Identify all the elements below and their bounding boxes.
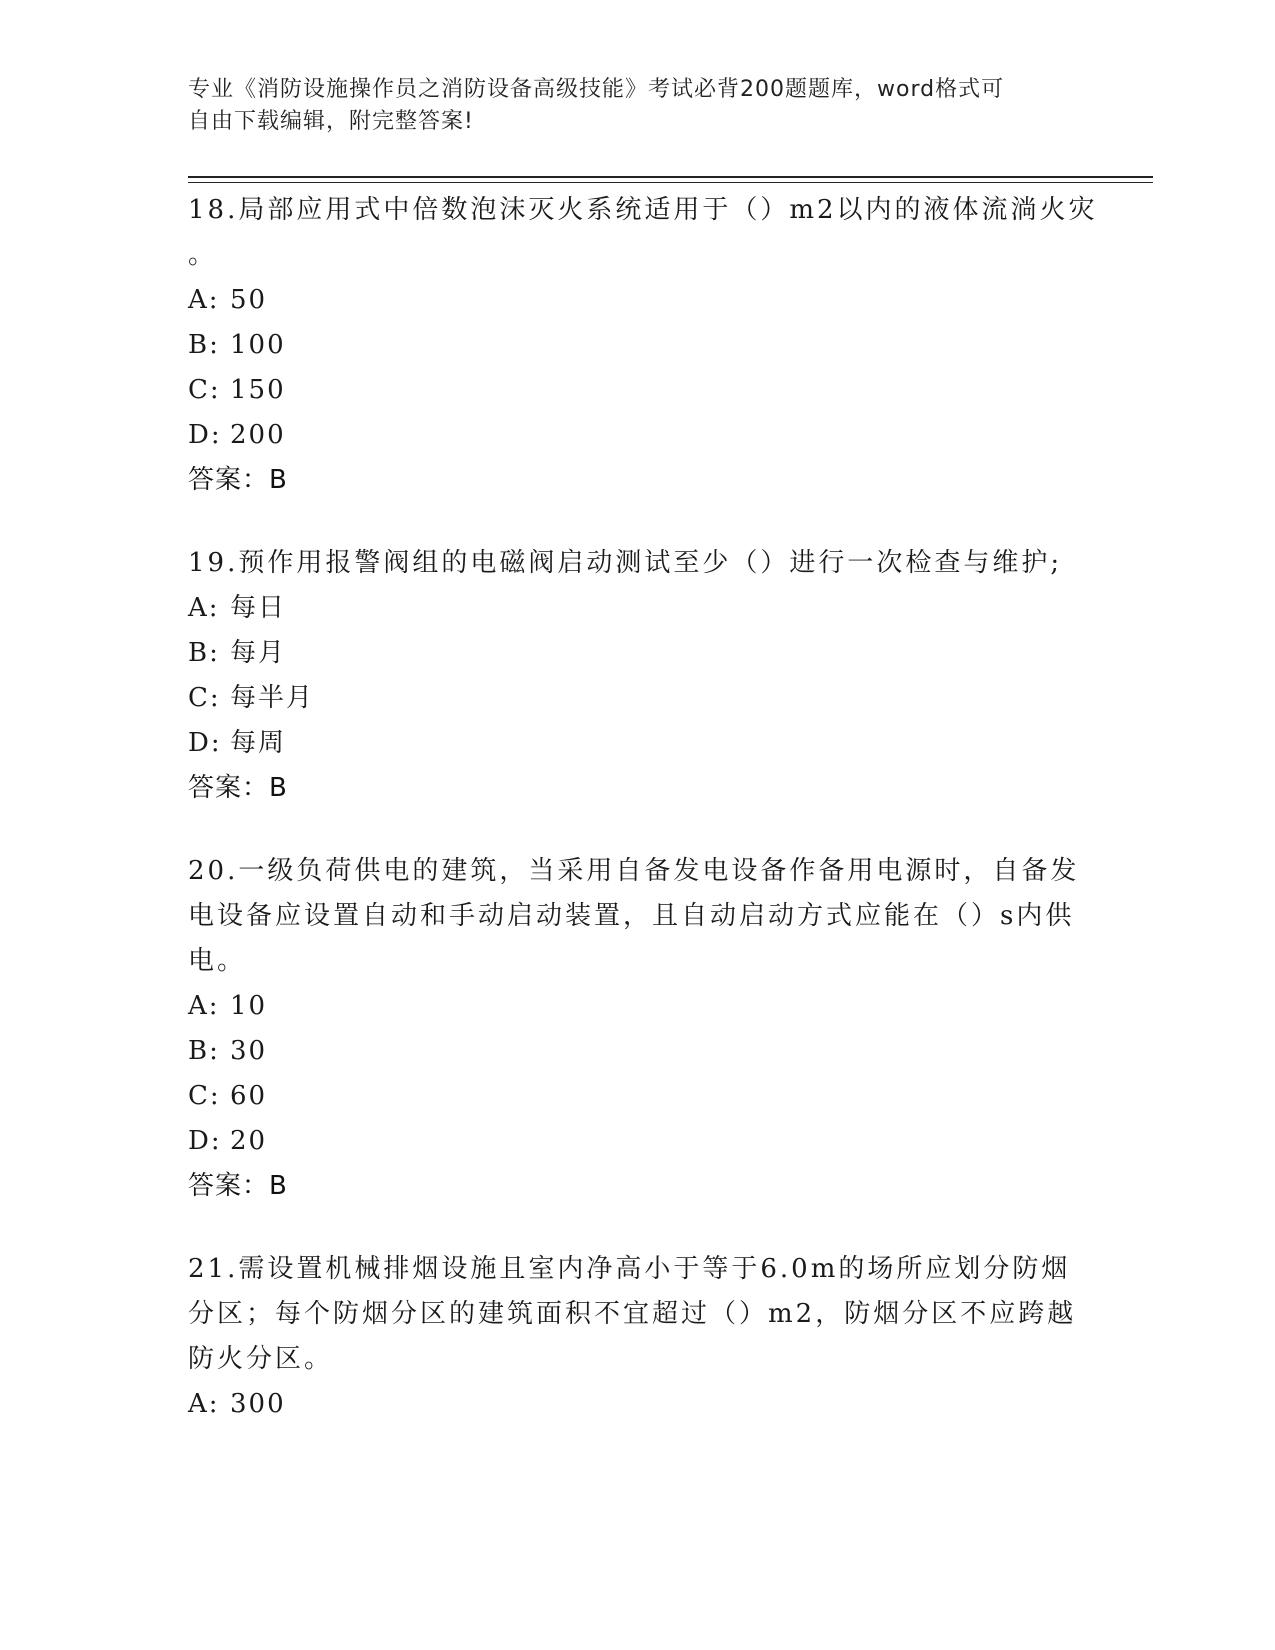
option-a (188, 278, 1088, 323)
stem-line: 18.局部应用式中倍数泡沫灭火系统适用于（）m2以内的液体流淌火灾 (188, 195, 1098, 225)
option-c (188, 368, 1088, 413)
option-letter: B: (188, 638, 220, 668)
option-letter: C: (188, 375, 221, 405)
stem-line: 电。 (188, 946, 247, 976)
stem-line: 19.预作用报警阀组的电磁阀启动测试至少（）进行一次检查与维护; (188, 548, 1063, 578)
option-text: 10 (230, 991, 268, 1021)
option-letter: A: (188, 285, 220, 315)
option-a (188, 586, 1088, 631)
question-stem (188, 188, 1098, 278)
option-letter: D: (188, 1126, 222, 1156)
header-line-1: 专业《消防设施操作员之消防设备高级技能》考试必背200题题库，word格式可 (188, 77, 1005, 102)
option-text: 60 (230, 1081, 268, 1111)
option-text: 150 (230, 375, 286, 405)
question-19 (188, 541, 1088, 811)
question-list (188, 188, 1098, 1465)
option-a (188, 1382, 1088, 1427)
option-b (188, 1029, 1088, 1074)
option-d (188, 721, 1088, 766)
option-letter: A: (188, 1389, 220, 1419)
option-d (188, 413, 1088, 458)
option-text: 20 (230, 1126, 268, 1156)
option-text: 每日 (230, 593, 287, 623)
option-c (188, 1074, 1088, 1119)
stem-line: 电设备应设置自动和手动启动装置，且自动启动方式应能在（）s内供 (188, 901, 1075, 931)
option-letter: C: (188, 683, 221, 713)
option-b (188, 323, 1088, 368)
option-a (188, 984, 1088, 1029)
option-letter: C: (188, 1081, 221, 1111)
stem-line: 分区；每个防烟分区的建筑面积不宜超过（）m2，防烟分区不应跨越 (188, 1299, 1077, 1329)
option-letter: D: (188, 728, 222, 758)
option-text: 30 (230, 1036, 268, 1066)
header-divider-thick (188, 176, 1153, 178)
option-letter: B: (188, 330, 220, 360)
option-text: 50 (230, 285, 268, 315)
option-text: 200 (230, 420, 286, 450)
stem-line: 防火分区。 (188, 1344, 334, 1374)
option-text: 每周 (230, 728, 287, 758)
question-18 (188, 188, 1098, 503)
answer: 答案：B (188, 465, 288, 495)
question-21 (188, 1247, 1088, 1427)
question-stem (188, 1247, 1088, 1382)
header-divider-thin (188, 182, 1153, 183)
option-b (188, 631, 1088, 676)
option-d (188, 1119, 1088, 1164)
option-letter: D: (188, 420, 222, 450)
option-letter: A: (188, 991, 220, 1021)
option-letter: A: (188, 593, 220, 623)
option-c (188, 676, 1088, 721)
option-text: 每半月 (230, 683, 315, 713)
option-text: 300 (230, 1389, 286, 1419)
question-stem (188, 541, 1088, 586)
option-text: 每月 (230, 638, 287, 668)
answer: 答案：B (188, 773, 288, 803)
stem-line: 21.需设置机械排烟设施且室内净高小于等于6.0m的场所应划分防烟 (188, 1254, 1071, 1284)
option-letter: B: (188, 1036, 220, 1066)
question-stem (188, 849, 1088, 984)
answer: 答案：B (188, 1171, 288, 1201)
stem-line: 20.一级负荷供电的建筑，当采用自备发电设备作备用电源时，自备发 (188, 856, 1080, 886)
header-line-2: 自由下载编辑，附完整答案! (188, 109, 474, 134)
stem-line: 。 (188, 240, 218, 270)
option-text: 100 (230, 330, 286, 360)
question-20 (188, 849, 1088, 1209)
document-header (188, 74, 1088, 138)
